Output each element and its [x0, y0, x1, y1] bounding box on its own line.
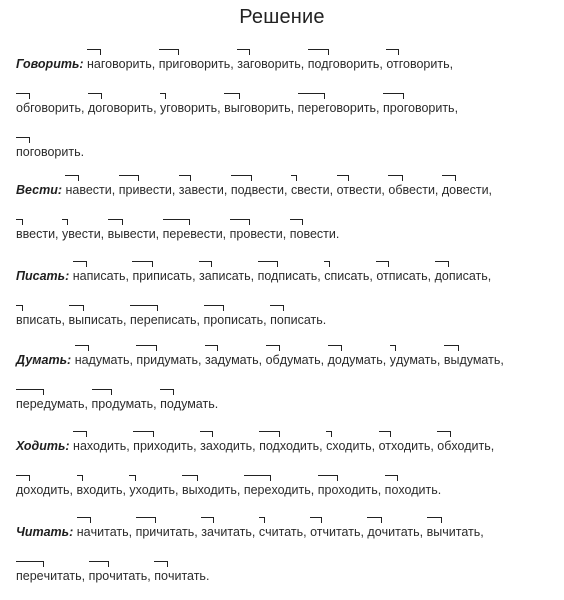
prefix-mark: до [87, 101, 103, 115]
word-stem: говорить, [179, 57, 234, 71]
base-verb: Говорить: [16, 57, 84, 71]
derived-word [310, 524, 364, 540]
derived-word [204, 312, 267, 328]
word-stem: думать, [112, 397, 157, 411]
derived-word [62, 226, 104, 242]
prefix-mark: про [203, 313, 225, 327]
prefix-mark: по [160, 397, 174, 411]
word-stem: писать, [86, 269, 129, 283]
prefix-mark: за [178, 183, 192, 197]
prefix-mark: в [16, 313, 23, 327]
word-stem: думать, [88, 353, 133, 367]
derived-word [119, 182, 176, 198]
derived-word [386, 56, 453, 72]
derived-word [237, 56, 304, 72]
prefix-mark: об [388, 183, 403, 197]
prefix-mark: на [65, 183, 80, 197]
word-stem: ходить, [338, 483, 382, 497]
derived-word [65, 182, 115, 198]
word-stem: вести. [303, 227, 340, 241]
prefix-mark: за [201, 525, 214, 539]
word-stem: читать, [265, 525, 307, 539]
derived-word [442, 182, 492, 198]
derived-word [75, 352, 133, 368]
derived-word [73, 438, 130, 454]
derived-word [230, 226, 287, 242]
prefix-mark: за [200, 439, 213, 453]
derived-word [337, 182, 385, 198]
prefix-mark: за [205, 353, 218, 367]
word-stem: ходить, [197, 483, 241, 497]
word-stem: читать, [381, 525, 424, 539]
word-stem: писать, [330, 269, 373, 283]
derived-word [132, 268, 195, 284]
prefix-mark: от [386, 57, 399, 71]
derived-word [444, 352, 504, 368]
prefix-mark: под [307, 57, 329, 71]
derived-word [16, 482, 73, 498]
word-stem: говорить, [398, 57, 454, 71]
derived-word [136, 352, 201, 368]
word-stem: вести, [251, 183, 288, 197]
derived-word [201, 524, 255, 540]
derived-word [390, 352, 441, 368]
word-stem: читать, [442, 525, 484, 539]
prefix-mark: при [158, 57, 180, 71]
word-stem: ходить, [83, 483, 126, 497]
word-stem: говорить, [102, 101, 157, 115]
prefix-mark: про [229, 227, 251, 241]
prefix-mark: на [87, 57, 101, 71]
derived-word [291, 182, 333, 198]
word-line [16, 524, 484, 540]
word-stem: вести, [123, 227, 160, 241]
word-line [16, 268, 491, 284]
derived-word [154, 568, 209, 584]
prefix-mark: в [76, 483, 84, 497]
derived-word [224, 100, 294, 116]
prefix-mark: до [16, 483, 31, 497]
prefix-mark: пере [297, 101, 326, 115]
base-verb: Вести: [16, 183, 62, 197]
word-stem: вести, [349, 183, 385, 197]
word-stem: ходить, [212, 439, 256, 453]
word-stem: ходить, [135, 483, 179, 497]
prefix-mark: за [237, 57, 250, 71]
word-stem: ходить, [153, 439, 197, 453]
word-line [16, 226, 339, 242]
derived-word [88, 100, 157, 116]
derived-word [160, 100, 221, 116]
word-stem: ходить, [86, 439, 130, 453]
prefix-mark: об [265, 353, 280, 367]
word-stem: ходить, [279, 439, 323, 453]
derived-word [298, 100, 380, 116]
word-stem: думать, [459, 353, 504, 367]
word-stem: писать, [278, 269, 321, 283]
derived-word [437, 438, 494, 454]
word-stem: ходить, [451, 439, 495, 453]
derived-word [270, 312, 326, 328]
derived-word [205, 352, 262, 368]
word-stem: ходить, [391, 439, 434, 453]
prefix-mark: при [132, 269, 154, 283]
word-stem: говорить. [29, 145, 85, 159]
derived-word [159, 56, 234, 72]
word-stem: говорить, [249, 57, 305, 71]
derived-word [16, 144, 84, 160]
word-line [16, 482, 441, 498]
word-stem: писать, [22, 313, 66, 327]
word-stem: думать. [173, 397, 219, 411]
prefix-mark: на [76, 525, 91, 539]
base-verb: Писать: [16, 269, 70, 283]
word-stem: вести, [22, 227, 59, 241]
derived-word [379, 438, 434, 454]
word-stem: говорить, [328, 57, 383, 71]
derived-word [383, 100, 458, 116]
prefix-mark: при [136, 353, 158, 367]
word-line [16, 182, 492, 198]
word-stem: говорить, [239, 101, 295, 115]
derived-word [385, 482, 442, 498]
prefix-mark: с [324, 269, 331, 283]
word-line [16, 312, 326, 328]
word-stem: писать, [224, 313, 267, 327]
prefix-mark: до [441, 183, 457, 197]
word-stem: читать, [156, 525, 198, 539]
derived-word [328, 352, 387, 368]
derived-word [69, 312, 127, 328]
word-stem: ходить, [30, 483, 74, 497]
word-stem: писать, [448, 269, 492, 283]
prefix-mark: у [389, 353, 396, 367]
derived-word [16, 226, 59, 242]
prefix-mark: у [129, 483, 136, 497]
word-line [16, 438, 494, 454]
prefix-mark: с [326, 439, 333, 453]
prefix-mark: у [62, 227, 69, 241]
word-stem: думать, [279, 353, 325, 367]
word-stem: говорить, [325, 101, 380, 115]
derived-word [435, 268, 492, 284]
word-line [16, 56, 453, 72]
prefix-mark: до [434, 269, 449, 283]
prefix-mark: по [289, 227, 304, 241]
word-line [16, 352, 504, 368]
derived-word [108, 226, 160, 242]
prefix-mark: про [317, 483, 339, 497]
prefix-mark: от [378, 439, 392, 453]
prefix-mark: до [367, 525, 382, 539]
word-stem: писать, [84, 313, 127, 327]
prefix-mark: вы [68, 313, 85, 327]
derived-word [130, 312, 200, 328]
word-stem: ходить, [332, 439, 376, 453]
prefix-mark: под [259, 439, 280, 453]
derived-word [160, 396, 218, 412]
derived-word [427, 524, 484, 540]
word-line [16, 568, 209, 584]
prefix-mark: при [133, 439, 154, 453]
word-stem: читать, [213, 525, 256, 539]
word-stem: писать, [211, 269, 255, 283]
word-stem: вести, [250, 227, 287, 241]
word-stem: вести, [139, 183, 176, 197]
prefix-mark: по [270, 313, 284, 327]
prefix-mark: по [154, 569, 168, 583]
word-stem: говорить, [403, 101, 459, 115]
derived-word [87, 56, 155, 72]
page-title: Решение [239, 6, 325, 28]
word-stem: думать, [217, 353, 263, 367]
derived-word [92, 396, 157, 412]
derived-word [133, 438, 196, 454]
word-stem: ходить. [398, 483, 442, 497]
prefix-mark: до [327, 353, 342, 367]
prefix-mark: в [16, 227, 23, 241]
prefix-mark: пере [16, 569, 44, 583]
prefix-mark: вы [426, 525, 443, 539]
derived-word [266, 352, 325, 368]
word-stem: писать, [388, 269, 432, 283]
derived-word [259, 438, 323, 454]
word-stem: вести, [297, 183, 334, 197]
prefix-mark: от [336, 183, 350, 197]
prefix-mark: с [290, 183, 298, 197]
word-stem: вести, [79, 183, 116, 197]
derived-word [367, 524, 423, 540]
derived-word [77, 524, 132, 540]
derived-word [259, 524, 307, 540]
prefix-mark: вы [107, 227, 124, 241]
prefix-mark: вы [224, 101, 240, 115]
derived-word [16, 100, 84, 116]
word-stem: писать, [157, 313, 201, 327]
prefix-mark: по [384, 483, 399, 497]
word-stem: думать, [157, 353, 202, 367]
word-stem: читать. [167, 569, 210, 583]
word-line [16, 396, 218, 412]
derived-word [376, 268, 431, 284]
derived-word [163, 226, 227, 242]
derived-word [16, 312, 65, 328]
prefix-mark: про [91, 397, 113, 411]
prefix-mark: вы [181, 483, 198, 497]
derived-word [326, 438, 375, 454]
derived-word [89, 568, 151, 584]
prefix-mark: под [230, 183, 252, 197]
base-verb: Читать: [16, 525, 74, 539]
derived-word [73, 268, 129, 284]
prefix-mark: пере [16, 397, 44, 411]
derived-word [16, 396, 88, 412]
prefix-mark: под [257, 269, 279, 283]
word-stem: говорить, [100, 57, 156, 71]
prefix-mark: пере [130, 313, 158, 327]
word-stem: вести, [191, 183, 228, 197]
prefix-mark: про [383, 101, 404, 115]
word-stem: читать, [90, 525, 133, 539]
word-stem: говорить, [166, 101, 221, 115]
word-stem: ходить, [271, 483, 315, 497]
derived-word [182, 482, 240, 498]
prefix-mark: пере [162, 227, 191, 241]
derived-word [199, 268, 254, 284]
base-verb: Ходить: [16, 439, 70, 453]
derived-word [324, 268, 373, 284]
prefix-mark: об [16, 101, 31, 115]
derived-word [77, 482, 126, 498]
word-stem: читать, [322, 525, 364, 539]
prefix-mark: с [258, 525, 266, 539]
prefix-mark: от [310, 525, 323, 539]
derived-word [290, 226, 340, 242]
prefix-mark: при [118, 183, 140, 197]
base-verb: Думать: [16, 353, 72, 367]
derived-word [308, 56, 383, 72]
prefix-mark: пере [243, 483, 272, 497]
derived-word [318, 482, 381, 498]
derived-word [258, 268, 321, 284]
word-line [16, 144, 84, 160]
derived-word [129, 482, 178, 498]
prefix-mark: про [88, 569, 110, 583]
word-stem: вести, [456, 183, 493, 197]
prefix-mark: вы [443, 353, 460, 367]
word-stem: думать, [341, 353, 387, 367]
word-stem: читать, [109, 569, 151, 583]
word-stem: писать, [153, 269, 196, 283]
prefix-mark: об [437, 439, 452, 453]
word-line [16, 100, 458, 116]
word-stem: думать, [395, 353, 441, 367]
derived-word [388, 182, 438, 198]
word-stem: говорить, [30, 101, 85, 115]
derived-word [136, 524, 198, 540]
word-stem: думать, [43, 397, 89, 411]
prefix-mark: у [160, 101, 167, 115]
word-stem: вести, [68, 227, 105, 241]
prefix-mark: за [199, 269, 212, 283]
prefix-mark: от [376, 269, 389, 283]
prefix-mark: по [16, 145, 30, 159]
derived-word [200, 438, 255, 454]
derived-word [244, 482, 314, 498]
derived-word [179, 182, 228, 198]
derived-word [16, 568, 85, 584]
prefix-mark: на [74, 353, 89, 367]
word-stem: читать, [43, 569, 86, 583]
prefix-mark: на [73, 439, 87, 453]
word-stem: вести, [190, 227, 227, 241]
derived-word [231, 182, 288, 198]
prefix-mark: при [135, 525, 157, 539]
word-stem: писать. [283, 313, 327, 327]
prefix-mark: на [72, 269, 87, 283]
word-stem: вести, [402, 183, 439, 197]
